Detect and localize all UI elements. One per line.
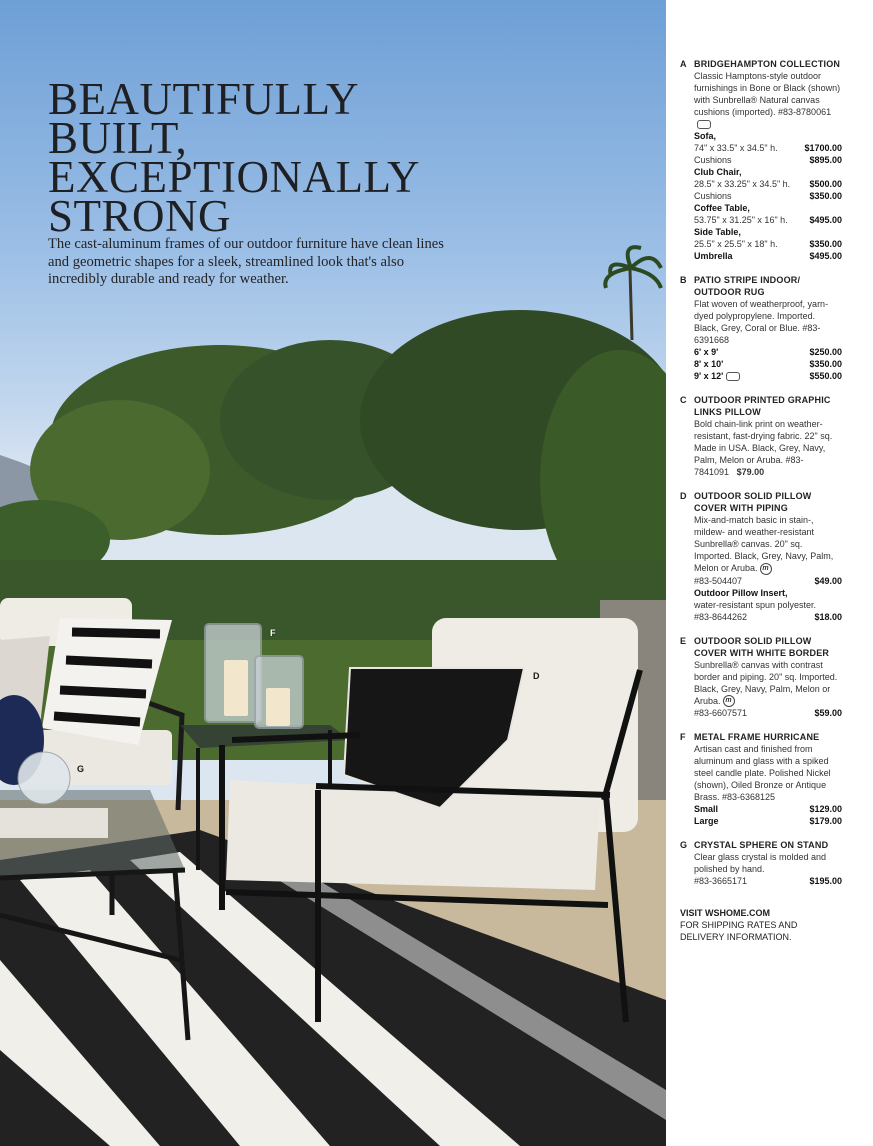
product-letter: G (680, 840, 688, 851)
product-desc: Flat woven of weatherproof, yarn-dyed polypropylene. Imported. Black, Grey, Coral or Blue. #83-6391668 (694, 299, 829, 345)
price-row: Small $129.00 (694, 804, 842, 815)
price: $79.00 (736, 467, 765, 477)
product-subitem: Club Chair, (694, 167, 742, 177)
tag-icon (697, 120, 711, 129)
product-title: OUTDOOR SOLID PILLOW COVER WITH WHITE BORDER (694, 635, 830, 658)
product-item (680, 731, 842, 827)
candle (224, 660, 248, 716)
headline (48, 74, 420, 241)
books (0, 808, 108, 838)
price-row: 28.5" x 33.25" x 34.5" h. $500.00 (694, 179, 842, 189)
price-row: #83-504407 $49.00 (694, 575, 842, 586)
product-letter: C (680, 395, 687, 405)
callout-d: D (533, 671, 540, 681)
callout-g: G (77, 764, 85, 774)
price-row: Large $179.00 (694, 816, 842, 827)
product-title: OUTDOOR PRINTED GRAPHIC LINKS PILLOW (694, 395, 831, 417)
product-subitem: Sofa, (694, 131, 717, 141)
product-item (680, 635, 842, 720)
product-letter: B (680, 275, 687, 285)
product-subitem: Side Table, (694, 227, 741, 237)
crystal-sphere (18, 752, 70, 804)
website-link[interactable]: VISIT WSHOME.COM (680, 908, 770, 918)
headline-line: BUILT, (48, 113, 188, 163)
product-subitem: Coffee Table, (694, 203, 750, 213)
product-desc: Bold chain-link print on weather-resistant, fast-drying fabric. 22" sq. Made in USA. Black, Grey, Navy, Palm, Melon or Aruba. #83-7841091 $79.00 (694, 419, 833, 477)
intro-text: The cast-aluminum frames of our outdoor furniture have clean lines and geometric shapes for a sleek, streamlined look that's also incredibly durable and ready for weather. (48, 236, 444, 288)
product-desc: Sunbrella® canvas with contrast border and piping. 20" sq. Imported. Black, Grey, Navy, Palm, Melon or Aruba. m (694, 659, 838, 706)
product-item (680, 490, 842, 623)
price-row: 53.75" x 31.25" x 16" h. $495.00 (694, 215, 842, 225)
palm-tree (605, 247, 661, 340)
price-row: #83-3665171 $195.00 (694, 876, 842, 887)
product-title: CRYSTAL SPHERE ON STAND (694, 840, 829, 851)
product-item (680, 58, 842, 262)
price-row: #83-8644262 $18.00 (694, 611, 842, 622)
price-row: 6' x 9' $250.00 (694, 347, 842, 357)
product-desc: Mix-and-match basic in stain-, mildew- and weather-resistant Sunbrella® canvas. 20" sq. Imported. Black, Grey, Navy, Palm, Melon or Aruba. m (694, 515, 834, 573)
price-row: Cushions $350.00 (694, 191, 842, 201)
price-row: Umbrella $495.00 (694, 251, 842, 261)
product-desc: Artisan cast and finished from aluminum and glass with a spiked steel candle plate. Polished Nickel (shown), Oiled Bronze or Antique Brass. #83-6368125 (694, 744, 831, 803)
candle (266, 688, 290, 726)
product-title: OUTDOOR SOLID PILLOW COVER WITH PIPING (694, 491, 812, 513)
product-desc: Clear glass crystal is molded and polished by hand. (694, 852, 827, 875)
price-row: 9' x 12' $550.00 (694, 371, 842, 381)
headline-line: STRONG (48, 191, 232, 241)
product-desc: water-resistant spun polyester. (694, 599, 817, 610)
product-desc: Classic Hamptons-style outdoor furnishings in Bone or Black (shown) with Sunbrella® Natural canvas cushions (imported). #83-8780061 (694, 70, 842, 130)
price-row: 74" x 33.5" x 34.5" h. $1700.00 (694, 143, 842, 153)
product-letter: D (680, 491, 687, 501)
price-row: 8' x 10' $350.00 (694, 359, 842, 369)
product-letter: E (680, 635, 687, 646)
product-letter: F (680, 732, 686, 743)
monogram-icon: m (723, 695, 735, 707)
shipping-footer (680, 907, 840, 943)
product-letter: A (680, 59, 687, 69)
product-list (680, 58, 842, 899)
headline-line: BEAUTIFULLY (48, 74, 359, 124)
product-title: PATIO STRIPE INDOOR/ OUTDOOR RUG (694, 275, 801, 297)
tag-icon (726, 372, 740, 381)
monogram-icon: m (760, 563, 772, 575)
product-item (680, 839, 842, 887)
headline-line: EXCEPTIONALLY (48, 152, 420, 202)
shipping-note: FOR SHIPPING RATES AND DELIVERY INFORMATION. (680, 920, 798, 942)
callout-f: F (270, 628, 276, 638)
product-sidebar (666, 0, 873, 1146)
product-title: BRIDGEHAMPTON COLLECTION (694, 59, 841, 69)
product-item (680, 274, 842, 382)
product-subitem: Outdoor Pillow Insert, (694, 587, 788, 598)
product-item (680, 394, 842, 478)
price-row: 25.5" x 25.5" x 18" h. $350.00 (694, 239, 842, 249)
price-row: #83-6607571 $59.00 (694, 708, 842, 719)
product-title: METAL FRAME HURRICANE (694, 732, 820, 743)
price-row: Cushions $895.00 (694, 155, 842, 165)
